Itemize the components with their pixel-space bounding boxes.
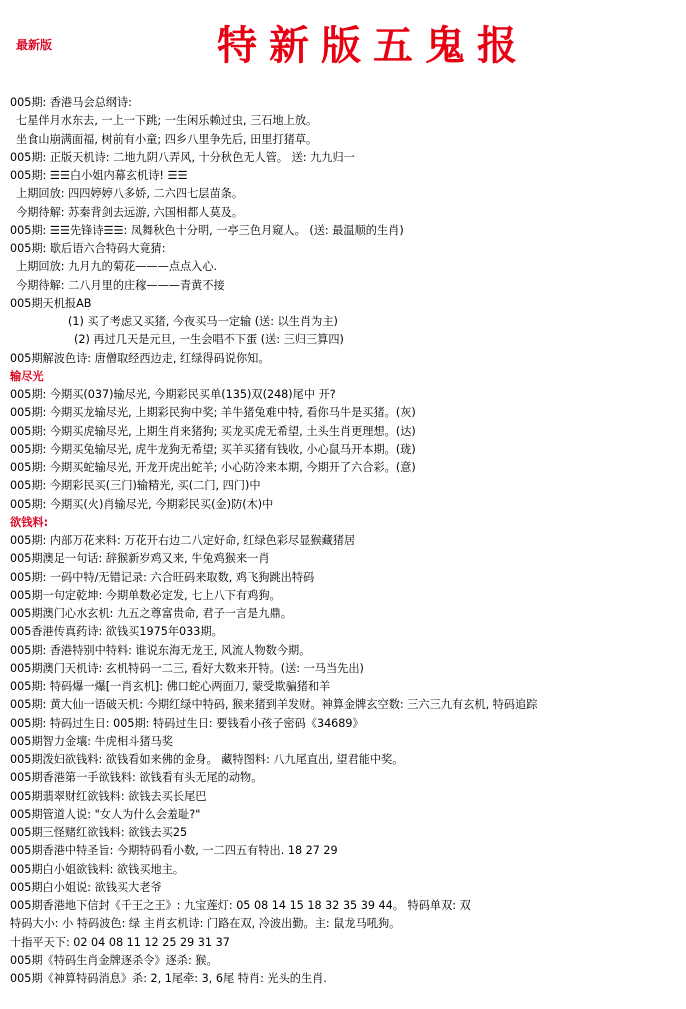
text-line: 005期解波色诗: 唐僧取经西边走, 红绿得码说你知。 xyxy=(10,351,270,365)
text-line: 005香港传真药诗: 欲钱买1975年033期。 xyxy=(10,625,223,639)
text-line: 005期香港中特圣旨: 今期特码看小数, 一二四五有特出. 18 27 29 xyxy=(10,844,338,858)
text-line: 005期: 内部万花来料: 万花开右边二八定好命, 红绿色彩尽显猴藏猪居 xyxy=(10,534,356,547)
text-line: 005期: 特码过生日: 005期: 特码过生日: 要钱看小孩子密码《34689》 xyxy=(10,716,364,730)
text-line: 005期: 特码爆一爆[一肖玄机]: 佛口蛇心两面刀, 蒙受欺骗猪和羊 xyxy=(10,680,331,693)
text-line: 005期白小姐欲钱料: 欲钱买地主。 xyxy=(10,862,185,876)
text-line: 005期一句定乾坤: 今期单数必定发, 七上八下有鸡狗。 xyxy=(10,588,281,602)
section-heading: 输尽光 xyxy=(10,369,44,383)
text-line: 005期: ☰☰白小姐内幕玄机诗! ☰☰ xyxy=(10,169,188,182)
text-line: 005期: 今期买龙输尽光, 上期彩民狗中奖; 羊牛猪兔难中特, 看你马牛是买猪。(灰) xyxy=(10,406,416,420)
text-line: 上期回放: 九月九的菊花———点点入心. xyxy=(16,260,218,274)
text-line: 005期: 今期彩民买(三门)输精光, 买(二门, 四门)中 xyxy=(10,479,261,493)
text-line: 005期《神算特码消息》杀: 2, 1尾牵: 3, 6尾 特肖: 光头的生肖. xyxy=(10,972,327,985)
text-line: (2) 再过几天是元旦, 一生会唱不下蛋 (送: 三归三算四) xyxy=(74,333,344,347)
text-line: 特码大小: 小 特码波色: 绿 主肖玄机诗: 门路在双, 冷波出勤。主: 鼠龙马吼狗。 xyxy=(10,917,401,931)
text-line: 今期待解: 二八月里的庄稼———青黄不接 xyxy=(16,278,225,292)
text-line: 005期澳门心水玄机: 九五之尊富贵命, 君子一言是九鼎。 xyxy=(10,607,292,620)
text-line: 005期白小姐说: 欲钱买大老爷 xyxy=(10,880,162,894)
text-line: 005期天机报AB xyxy=(10,296,92,310)
text-line: 005期澳门天机诗: 玄机特码一二三, 看好大数来开特。(送: 一马当先出) xyxy=(10,661,364,675)
text-line: 十指平天下: 02 04 08 11 12 25 29 31 37 xyxy=(10,935,230,949)
text-line: 上期回放: 四四婷婷八多娇, 二六四七层苗条。 xyxy=(16,187,244,201)
article-body xyxy=(10,94,680,988)
text-line: 005期: 今期买兔输尽光, 虎牛龙狗无希望; 买羊买猪有钱收, 小心鼠马开本期。(珑) xyxy=(10,442,416,456)
text-line: 005期智力金壤: 牛虎相斗猪马奖 xyxy=(10,734,173,748)
text-line: 七星伴月水东去, 一上一下跳; 一生闲乐赖过虫, 三石地上放。 xyxy=(16,114,318,128)
text-line: 005期: 香港特别中特料: 谁说东海无龙王, 风流人物数今期。 xyxy=(10,643,311,657)
text-line: 005期香港地下信封《千王之王》: 九宝莲灯: 05 08 14 15 18 32 35 39 44。 特码单双: 双 xyxy=(10,899,471,912)
text-line: 005期管道人说: "女人为什么会羞耻?" xyxy=(10,807,201,821)
text-line: 005期香港第一手欲钱料: 欲钱看有头无尾的动物。 xyxy=(10,771,263,785)
text-line: 005期: ☰☰先锋诗☰☰: 凤舞秋色十分明, 一亭三色月窥人。 (送: 最温顺的生肖) xyxy=(10,223,404,237)
text-line: 005期澳足一句话: 辞猴新岁鸡又来, 牛兔鸡猴来一肖 xyxy=(10,552,270,566)
text-line: 005期《特码生肖金牌逐杀令》逐杀: 猴。 xyxy=(10,953,218,967)
text-line: 005期: 今期买虎输尽光, 上期生肖来猪狗; 买龙买虎无希望, 土头生肖更理想。(达) xyxy=(10,424,416,438)
text-line: 005期: 黄大仙一语破天机: 今期红绿中特码, 猴来猪到羊发财。神算金牌玄空数: 三六三九有玄机, 特码追踪 xyxy=(10,698,538,712)
text-line: 005期: 歇后语六合特码大竟猜: xyxy=(10,242,166,255)
text-line: 005期泼妇欲钱料: 欲钱看如来佛的金身。 藏特图料: 八九尾直出, 望君能中奖。 xyxy=(10,753,404,766)
text-line: 005期: 正版天机诗: 二地九阴八弄风, 十分秋色无人管。 送: 九九归一 xyxy=(10,150,355,164)
text-line: 005期: 今期买(火)肖输尽光, 今期彩民买(金)防(木)中 xyxy=(10,497,274,511)
text-line: 今期待解: 苏秦背剑去远游, 六国相都人莫及。 xyxy=(16,205,244,219)
page-title: 特新版五鬼报 xyxy=(217,22,529,69)
text-line: 005期三怪赌红欲钱料: 欲钱去买25 xyxy=(10,826,188,839)
text-line: 坐食山崩满面福, 树前有小童; 四乡八里争先后, 田里打猪草。 xyxy=(16,132,318,146)
text-line: 005期翡翠财红欲钱料: 欲钱去买长尾巴 xyxy=(10,789,207,803)
text-line: 005期: 今期买蛇输尽光, 开龙开虎出蛇羊; 小心防冷来本期, 今期开了六合彩。(意) xyxy=(10,461,416,474)
text-line: 005期: 香港马会总纲诗: xyxy=(10,96,132,109)
text-line: (1) 买了考虑又买猪, 今夜买马一定输 (送: 以生肖为主) xyxy=(68,315,338,328)
text-line: 005期: 一码中特/无错记录: 六合旺码来取数, 鸡飞狗跳出特码 xyxy=(10,570,315,584)
text-line: 005期: 今期买(037)输尽光, 今期彩民买单(135)双(248)尾中 开? xyxy=(10,388,336,401)
version-tag: 最新版 xyxy=(16,38,53,52)
section-heading: 欲钱料: xyxy=(10,515,49,529)
